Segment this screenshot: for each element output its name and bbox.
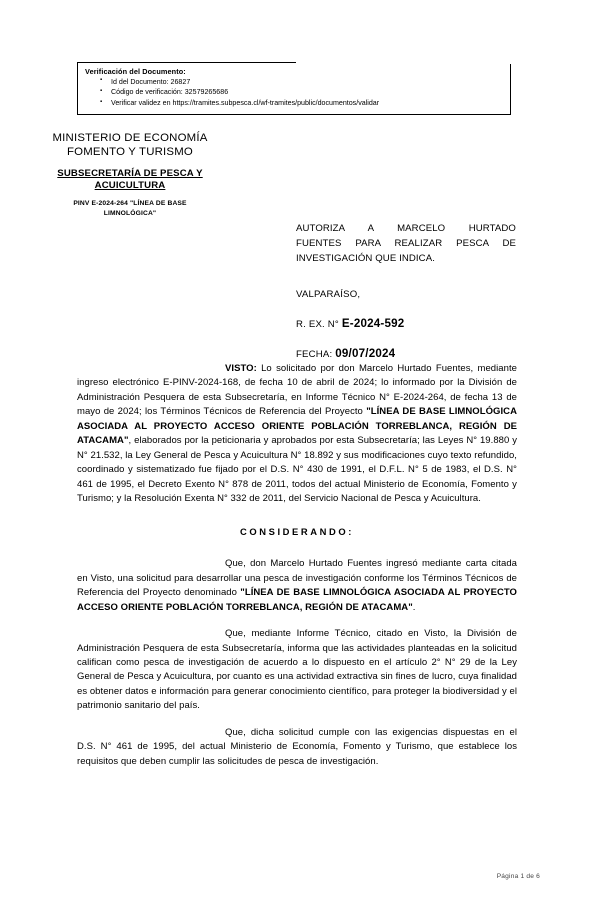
project-reference-line1: PINV E-2024-264 "LÍNEA DE BASE [73,199,187,207]
resolution-number-row [296,317,516,330]
visto-paragraph [77,362,517,506]
visto-text-part2: , elaborados por la peticionaria y aprobados por esta Subsecretaría; las Leyes N° 19.880 y N° 21.532, la Ley General de Pesca y Acuicultura N° 18.892 y sus modificaciones cuyo texto refundido, coordinado y sistematizado fue fijado por el D.S. N° 430 de 1991, el D.F.L. N° 5 de 1983, el D.S. N° 461 de 1995, el Decreto Exento N° 878 de 2011, todos del actual Ministerio de Economía, Fomento y Turismo; y la Resolución Exenta N° 332 de 2011, del Servicio Nacional de Pesca y Acuicultura. [77,435,517,504]
considerando-heading: CONSIDERANDO: [239,526,354,538]
issue-place: VALPARAÍSO, [296,288,361,300]
page-number-footer: Página 1 de 6 [496,873,540,880]
document-body [77,362,517,781]
project-reference-line2: LIMNOLÓGICA" [103,209,157,217]
verification-item-document-id: ▪ Id del Documento: 26827 [111,77,504,88]
resolution-date-row [296,347,516,360]
considerando-1-text-part1: Que, don Marcelo Hurtado Fuentes ingresó mediante carta citada en Visto, una solicitud para desarrollar una pesca de investigación conforme los Términos Técnicos de Referencia del Proyecto denominado [77,558,517,599]
document-verification-box [77,62,511,115]
considerando-1-text-part2: . [412,601,416,613]
verification-item-url[interactable]: ▪ Verificar validez en https://tramites.subpesca.cl/wf-tramites/public/documentos/validar [111,98,504,109]
resolution-title-block [296,222,516,360]
resolution-date-label: FECHA: [296,348,333,360]
organization-header [14,131,246,218]
document-title-line3: INVESTIGACIÓN QUE INDICA. [296,252,435,264]
resolution-number-label: R. EX. N° [296,318,339,330]
document-title [296,222,516,267]
ministry-name-line1: MINISTERIO DE ECONOMÍA [52,132,208,144]
resolution-number-value: E-2024-592 [341,316,405,330]
visto-text-part1: Lo solicitado por don Marcelo Hurtado Fuentes, mediante ingreso electrónico E-PINV-2024-168, de fecha 10 de abril de 2024; lo informado por la División de Administración Pesquera de esta Subsecretaría, en Informe Técnico N° E-2024-264, de fecha 13 de mayo de 2024; los Términos Técnicos de Referencia del Proyecto [77,363,517,418]
subsecretaria-name [14,168,246,193]
verification-item-code: ▪ Código de verificación: 32579265686 [111,87,504,98]
verification-list [85,77,504,109]
ministry-name-line2: FOMENTO Y TURISMO [67,146,193,159]
project-reference [14,199,246,218]
subsecretaria-line2: ACUICULTURA [94,180,166,192]
considerando-paragraph-3: Que, dicha solicitud cumple con las exigencias dispuestas en el D.S. N° 461 de 1995, del actual Ministerio de Economía, Fomento y Turismo, que establece los requisitos que deben cumplir las solicitudes de pesca de investigación. [77,726,517,767]
considerando-paragraph-1 [77,557,517,615]
resolution-date-value: 09/07/2024 [335,346,396,360]
document-title-line1: AUTORIZA A MARCELO HURTADO [296,223,516,234]
considerando-paragraph-2: Que, mediante Informe Técnico, citado en Visto, la División de Administración Pesquera de esta Subsecretaría, informa que las actividades planteadas en la solicitud califican como pesca de investigación de acuerdo a lo dispuesto en el artículo 2° N° 29 de la Ley General de Pesca y Acuicultura, por cuanto es una actividad extractiva sin fines de lucro, cuya finalidad es obtener datos e información para generar conocimiento científico, para proteger la biodiversidad y el patrimonio sanitario del país. [77,628,517,712]
considerando-1-project-name: "LÍNEA DE BASE LIMNOLÓGICA ASOCIADA AL PROYECTO ACCESO ORIENTE POBLACIÓN TORREBLANCA, REGIÓN DE ATACAMA" [77,587,517,613]
subsecretaria-line1: SUBSECRETARÍA DE PESCA Y [57,167,203,179]
verification-title: Verificación del Documento: [85,67,186,76]
document-title-line2: FUENTES PARA REALIZAR PESCA DE [296,237,516,249]
visto-project-name: "LÍNEA DE BASE LIMNOLÓGICA ASOCIADA AL PROYECTO ACCESO ORIENTE POBLACIÓN TORREBLANCA, REGIÓN DE ATACAMA" [77,406,517,447]
visto-label: VISTO: [225,363,257,374]
